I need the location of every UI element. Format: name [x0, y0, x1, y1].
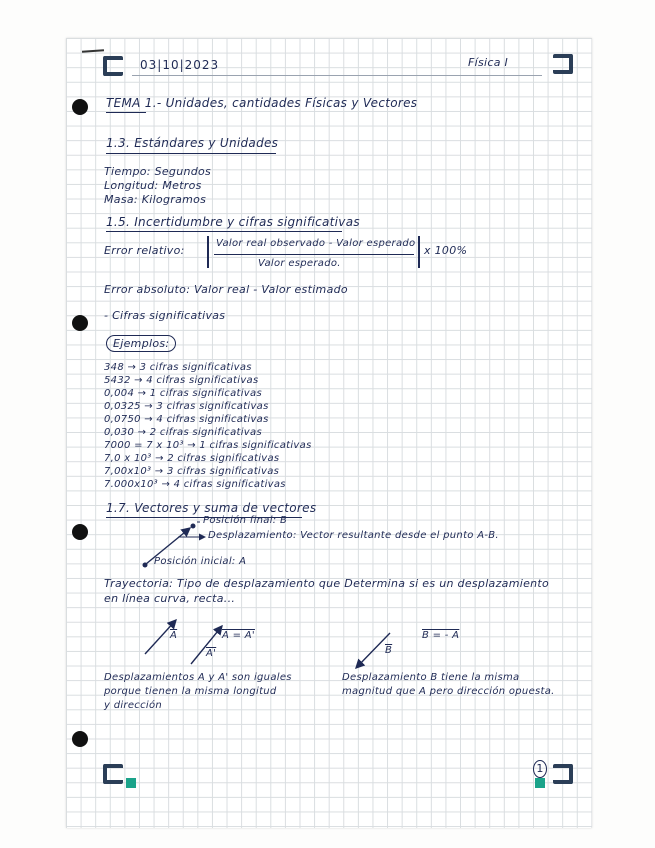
trajectory-line-1: Trayectoria: Tipo de desplazamiento que Determina si es un desplazamiento [104, 577, 550, 590]
header-subject: Física I [468, 56, 509, 69]
example-item: 0,0325 → 3 cifras significativas [104, 401, 269, 412]
example-item: 7,0 x 10³ → 2 cifras significativas [104, 453, 280, 464]
page-title: TEMA 1.- Unidades, cantidades Físicas y Vectores [106, 96, 418, 110]
relative-error-denominator: Valor esperado. [258, 258, 341, 269]
point-a [143, 563, 148, 568]
example-item: 7,00x10³ → 3 cifras significativas [104, 466, 280, 477]
vector-a-prime-label: A' [206, 648, 217, 659]
example-item: 0,030 → 2 cifras significativas [104, 427, 262, 438]
vector-b-equation: B = - A [422, 630, 460, 641]
note-right-line: Desplazamiento B tiene la misma [342, 672, 520, 683]
final-position-label: Posición final: B [203, 515, 288, 526]
absolute-error: Error absoluto: Valor real - Valor estimado [104, 283, 348, 296]
note-right-line: magnitud que A pero dirección opuesta. [342, 686, 555, 697]
ejemplos-label: Ejemplos: [106, 335, 176, 352]
note-left-line: porque tienen la misma longitud [104, 686, 277, 697]
note-left-line: Desplazamientos A y A' son iguales [104, 672, 292, 683]
section-13-heading: 1.3. Estándares y Unidades [106, 136, 279, 150]
example-item: 7000 = 7 x 10³ → 1 cifras significativas [104, 440, 312, 451]
note-left-line: y dirección [104, 700, 163, 711]
unit-item: Masa: Kilogramos [104, 193, 207, 206]
relative-error-factor: x 100% [424, 244, 468, 257]
example-item: 0,004 → 1 cifras significativas [104, 388, 262, 399]
vector-b-label: $\overline{B}$ [385, 645, 393, 656]
example-item: 7.000x10³ → 4 cifras significativas [104, 479, 286, 490]
unit-item: Longitud: Metros [104, 179, 202, 192]
relative-error-label: Error relativo: [104, 244, 185, 257]
cifras-significativas-heading: - Cifras significativas [104, 309, 226, 322]
example-item: 5432 → 4 cifras significativas [104, 375, 259, 386]
point-b [191, 524, 196, 529]
trajectory-line-2: en línea curva, recta... [104, 592, 236, 605]
unit-item: Tiempo: Segundos [104, 165, 212, 178]
section-15-heading: 1.5. Incertidumbre y cifras significativas [106, 215, 360, 229]
vector-a-label: $\overline{A}$ [170, 630, 178, 641]
page-number: 1 [533, 760, 547, 778]
header-date: 03|10|2023 [140, 58, 220, 72]
vector-equal-label: A = A' [222, 630, 255, 641]
displacement-label: Desplazamiento: Vector resultante desde el punto A-B. [208, 530, 499, 541]
initial-position-label: Posición inicial: A [154, 556, 247, 567]
section-17-heading: 1.7. Vectores y suma de vectores [106, 501, 317, 515]
relative-error-numerator: Valor real observado - Valor esperado [216, 238, 416, 249]
example-item: 348 → 3 cifras significativas [104, 362, 252, 373]
example-item: 0,0750 → 4 cifras significativas [104, 414, 269, 425]
